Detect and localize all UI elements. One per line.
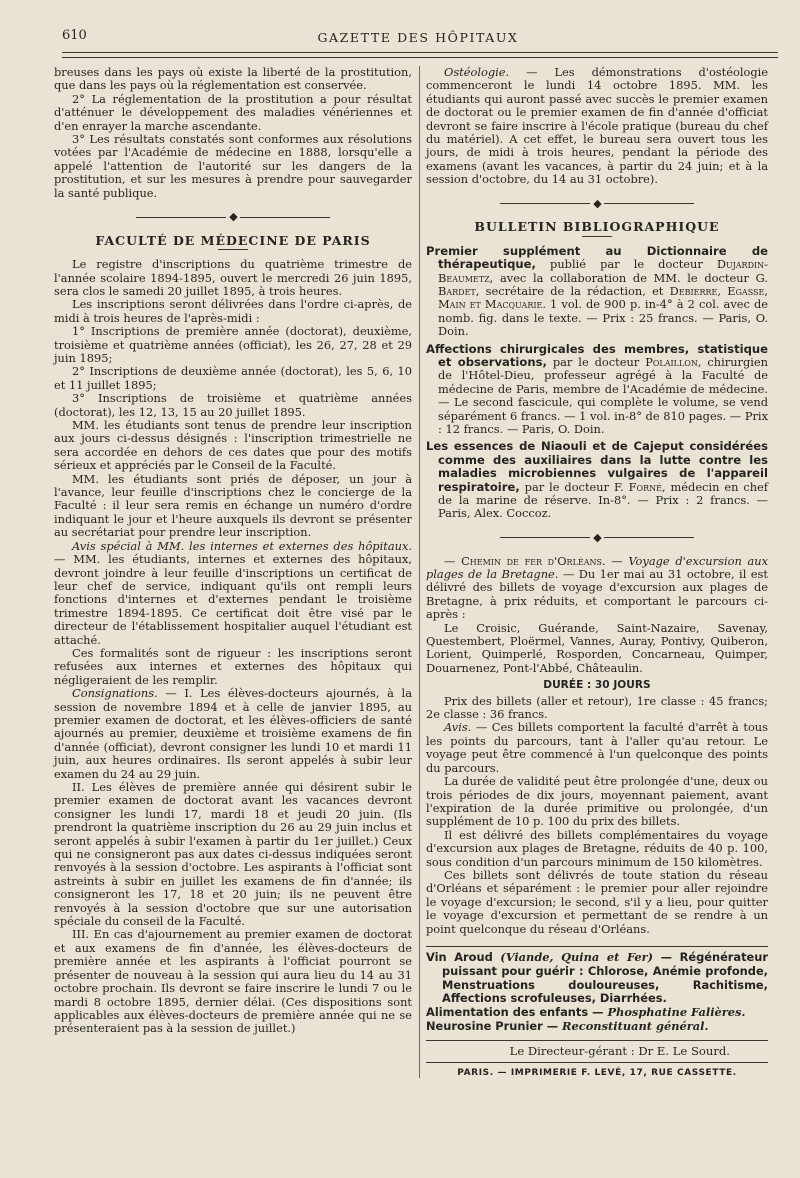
paragraph: Le Croisic, Guérande, Saint-Nazaire, Savenay, Questembert, Ploërmel, Vannes, Auray, Pontivy, Quiberon, Lorient, Quimperlé, Rosporden, Concarneau, Quimper, Douarnenez, Pont-l'Abbé, Châteaulin. — [426, 620, 768, 675]
advert-rule — [426, 1040, 768, 1041]
paragraph: II. Les élèves de première année qui désirent subir le premier examen de doctorat avant les vacances devront consigner les lundi 17, mardi 18 et jeudi 20 juin. (Ils prendront la quatrième inscription du 26 au 29 juin inclus et seront appelés à subir l'examen à partir du 1er juillet.) Ceux qui ne consigneront pas aux dates ci-dessus indiquées seront renvoyés à la session d'octobre. Les aspirants à l'officiat sont astreints à subir en juillet les examens de fin d'année; ils consigneront les 17, 18 et 20 juin; ils ne peuvent être renvoyés à la session d'octobre que sur une autorisation spéciale du conseil de la Faculté. — [54, 780, 412, 929]
advert-neurosine: Neurosine Prunier — Reconstituant général. — [426, 1018, 709, 1033]
page-number: 610 — [62, 28, 87, 43]
paragraph: Consignations. — I. Les élèves-docteurs ajournés, à la session de novembre 1894 et à celle de janvier 1895, au premier examen de doctorat, et les élèves-officiers de santé ajournés au premier, deuxième et troisième examens de fin d'année (officiat), devront consigner les lundi 10 et mardi 11 juin, aux heures ordinaires. Ils seront appelés à subir leur examen du 24 au 29 juin. — [54, 686, 412, 781]
ornament-divider: ◆ — [54, 210, 412, 224]
footer-rule — [426, 1062, 768, 1063]
paragraph: MM. les étudiants sont priés de déposer, un jour à l'avance, leur feuille d'inscriptions chez le concierge de la Faculté : il leur sera remis en échange un numéro d'ordre indiquant le jour et l'heure auxquels ils devront se présenter au secrétariat pour prendre leur inscription. — [54, 471, 412, 540]
director-signature: Le Directeur-gérant : Dr E. Le Sourd. — [509, 1043, 730, 1058]
paragraph: Avis spécial à MM. les internes et externes des hôpitaux. — MM. les étudiants, internes et externes des hôpitaux, devront joindre à leur feuille d'inscriptions un certificat de leur chef de service, indiquant qu'ils ont rempli leurs fonctions d'internes et d'externes pendant le troisième trimestre 1894-1895. Ce certificat doit être visé par le directeur de l'établissement hospitalier auquel l'étudiant est attaché. — [54, 538, 412, 647]
biblio-entry: Premier supplément au Dictionnaire de thérapeutique, publié par le docteur Dujardin-Beaumetz, avec la collaboration de MM. le docteur G. Bardet, secrétaire de la rédaction, et Debierre, Egasse, Main et Macquarie. 1 vol. de 900 p. in-4° à 2 col. avec de nomb. fig. dans le texte. — Prix : 25 francs. — Paris, O. Doin. — [426, 243, 768, 339]
book-title: Premier supplément au Dictionnaire de thérapeutique, — [426, 243, 768, 272]
paragraph: Il est délivré des billets complémentaires du voyage d'excursion aux plages de Bretagne, réduits de 40 p. 100, sous condition d'un parcours minimum de 150 kilomètres. — [426, 827, 768, 869]
paragraph: 2° Inscriptions de deuxième année (doctorat), les 5, 6, 10 et 11 juillet 1895; — [54, 364, 412, 392]
ornament-divider: ◆ — [426, 531, 768, 545]
paragraph: — Chemin de fer d'Orléans. — Voyage d'excursion aux plages de la Bretagne. — Du 1er mai au 31 octobre, il est délivré des billets de voyage d'excursion aux plages de Bretagne, à prix réduits, et comportant le parcours ci-après : — [426, 553, 769, 622]
paragraph: Ostéologie. — Les démonstrations d'ostéologie commenceront le lundi 14 octobre 1895. MM. les étudiants qui auront passé avec succès le premier examen de doctorat ou le premier examen de fin d'année d'officiat devront se faire inscrire à l'école pratique (bureau du chef du matériel). A cet effet, le bureau sera ouvert tous les jours, de midi à trois heures, pendant la période des examens (avant les vacances, à partir du 24 juin; et à la session d'octobre, du 14 au 31 octobre). — [426, 65, 768, 187]
paragraph: Ces formalités sont de rigueur : les inscriptions seront refusées aux internes et externes des hôpitaux qui négligeraient de les remplir. — [54, 645, 412, 687]
paragraph: breuses dans les pays où existe la liberté de la prostitution, que dans les pays où la réglementation est conservée. — [54, 65, 412, 93]
paragraph: La durée de validité peut être prolongée d'une, deux ou trois périodes de dix jours, moyennant paiement, avant l'expiration de la durée primitive ou prolongée, d'un supplément de 10 p. 100 du prix des billets. — [426, 774, 768, 829]
duration-heading: DURÉE : 30 JOURS — [543, 679, 651, 692]
biblio-entry: Les essences de Niaouli et de Cajeput considérées comme des auxiliaires dans la lutte contre les maladies microbiennes vulgaires de l'appareil respiratoire, par le docteur F. Forné, médecin en chef de la marine de réserve. In-8°. — Prix : 2 francs. — Paris, Alex. Coccoz. — [426, 439, 768, 521]
right-column — [426, 66, 768, 1081]
run-in-heading: Consignations. — [72, 686, 158, 701]
book-title: Les essences de Niaouli et de Cajeput considérées comme des auxiliaires dans la lutte contre les maladies microbiennes vulgaires de l'appareil respiratoire, — [426, 439, 768, 494]
run-in-heading: Avis. — [444, 720, 472, 735]
paragraph: III. En cas d'ajournement au premier examen de doctorat et aux examens de fin d'année, les élèves-docteurs de première année et les aspirants à l'officiat pourront se présenter de nouveau à la session qui aura lieu du 14 au 31 octobre prochain. Ils devront se faire inscrire le lundi 7 ou le mardi 8 octobre 1895, dernier délai. (Ces dispositions sont applicables aux élèves-docteurs de première année qui ne se présenteraient pas à la session de juillet.) — [54, 927, 412, 1036]
paragraph: 1° Inscriptions de première année (doctorat), deuxième, troisième et quatrième années (officiat), les 26, 27, 28 et 29 juin 1895; — [54, 324, 412, 366]
run-in-heading: Ostéologie. — [444, 65, 510, 79]
book-title: Affections chirurgicales des membres, statistique et observations, — [426, 341, 768, 370]
title-rule — [218, 249, 248, 250]
paragraph: Les inscriptions seront délivrées dans l'ordre ci-après, de midi à trois heures de l'après-midi : — [54, 297, 412, 325]
printer-imprint: PARIS. — IMPRIMERIE F. LEVÉ, 17, RUE CASSETTE. — [457, 1068, 737, 1079]
paragraph: 3° Inscriptions de troisième et quatrième années (doctorat), les 12, 13, 15 au 20 juillet 1895. — [54, 391, 412, 419]
run-in-heading: Avis spécial à MM. les internes et externes des hôpitaux. — [72, 538, 412, 553]
advert-vin-aroud: Vin Aroud (Viande, Quina et Fer) — Régénérateur puissant pour guérir : Chlorose, Anémie profonde, Menstruations douloureuses, Rachitisme, Affections scrofuleuses, Diarrhées. — [426, 949, 769, 1006]
paragraph: 3° Les résultats constatés sont conformes aux résolutions votées par l'Académie de médecine en 1888, lorsqu'elle a appelé l'attention de l'autorité sur les dangers de la prostitution, et sur les mesures à prendre pour sauvegarder la santé publique. — [54, 132, 412, 200]
header-rule — [62, 52, 778, 58]
ornament-divider: ◆ — [426, 197, 768, 211]
running-title: GAZETTE DES HÔPITAUX — [317, 30, 519, 45]
biblio-entry: Affections chirurgicales des membres, statistique et observations, par le docteur Polaillon, chirurgien de l'Hôtel-Dieu, professeur agrégé à la Faculté de médecine de Paris, membre de l'Académie de médecine. — Le second fascicule, qui complète le volume, se vend séparément 6 francs. — 1 vol. in-8° de 810 pages. — Prix : 12 francs. — Paris, O. Doin. — [426, 341, 769, 437]
column-separator — [419, 66, 420, 1078]
left-column — [54, 66, 412, 1036]
paragraph: Ces billets sont délivrés de toute station du réseau d'Orléans et séparément : le premier pour aller rejoindre le voyage d'excursion; le second, s'il y a lieu, pour quitter le voyage d'excursion et permettant de se rendre à un point quelconque du réseau d'Orléans. — [426, 867, 768, 936]
paragraph: Le registre d'inscriptions du quatrième trimestre de l'année scolaire 1894-1895, ouvert le mercredi 26 juin 1895, sera clos le samedi 20 juillet 1895, à trois heures. — [54, 257, 412, 298]
paragraph: Prix des billets (aller et retour), 1re classe : 45 francs; 2e classe : 36 francs. — [426, 693, 768, 722]
paragraph: Avis. — Ces billets comportent la faculté d'arrêt à tous les points du parcours, tant à l'aller qu'au retour. Le voyage peut être commencé à l'un quelconque des points du parcours. — [426, 720, 768, 775]
paragraph: MM. les étudiants sont tenus de prendre leur inscription aux jours ci-dessus désignés : l'inscription trimestrielle ne sera accordée en dehors de ces dates que pour des motifs sérieux et appréciés par le Conseil de la Faculté. — [54, 418, 412, 473]
advert-phosphatine: Alimentation des enfants — Phosphatine Falières. — [426, 1005, 746, 1020]
section-title-faculte: FACULTÉ DE MÉDECINE DE PARIS — [95, 232, 371, 248]
advert-rule — [426, 946, 768, 947]
page-header — [62, 26, 774, 48]
paragraph: 2° La réglementation de la prostitution a pour résultat d'atténuer le développement des maladies vénériennes et d'en enrayer la marche ascendante. — [54, 91, 412, 133]
section-title-bulletin: BULLETIN BIBLIOGRAPHIQUE — [474, 219, 720, 235]
title-rule — [582, 236, 612, 237]
